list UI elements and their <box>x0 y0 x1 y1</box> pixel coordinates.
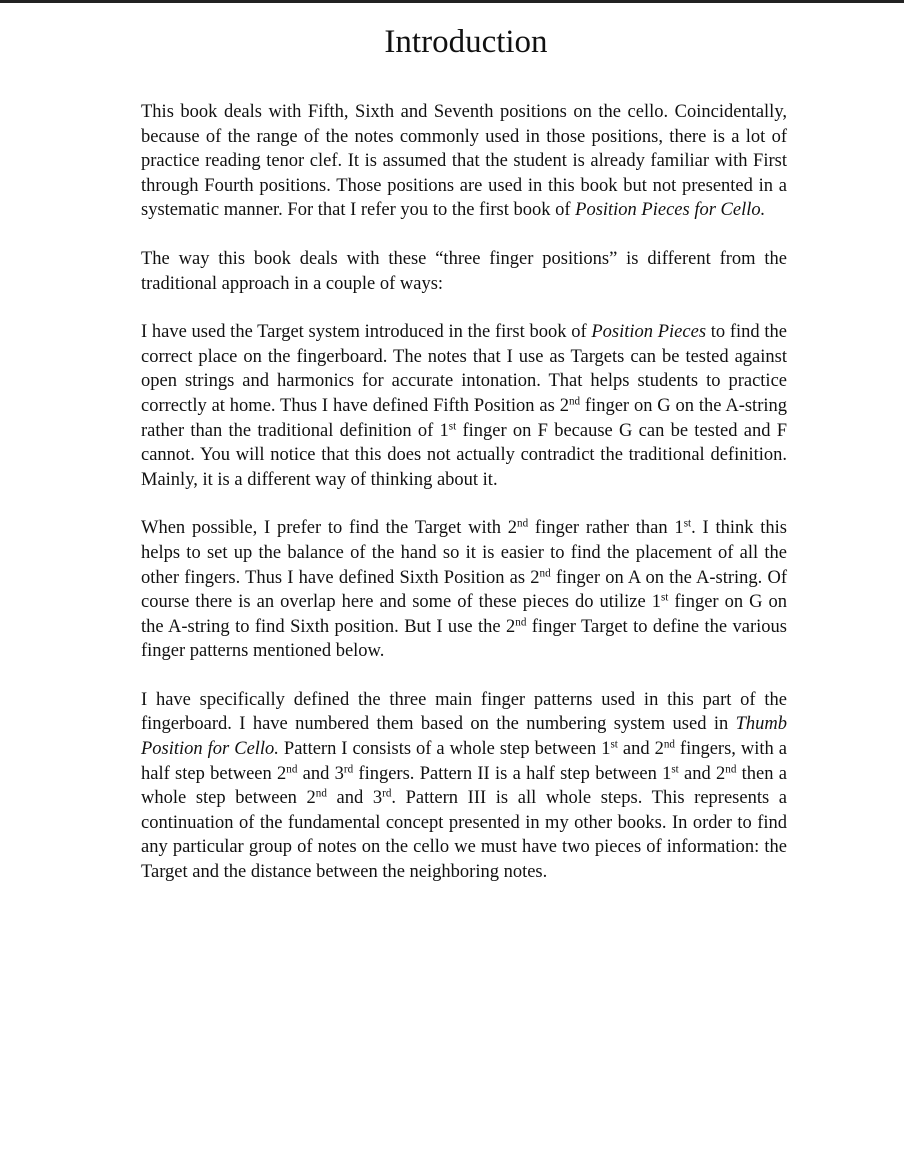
body-text <box>141 100 787 909</box>
text-run: fingers. Pattern II is a half step between 1 <box>353 763 672 784</box>
text-run: Pattern I consists of a whole step between 1 <box>278 739 611 760</box>
text-run: finger rather than 1 <box>528 518 684 539</box>
ordinal-suffix: nd <box>315 787 327 800</box>
text-run: This book deals with Fifth, Sixth and Seventh positions on the cello. Coincidentally, because of the range of the notes commonly used in those positions, there is a lot of practice reading tenor clef. It is assumed that the student is already familiar with First through Fourth positions. Those positions are used in this book but not presented in a systematic manner. For that I refer you to the first book of <box>141 102 787 221</box>
paragraph <box>141 320 787 492</box>
ordinal-suffix: nd <box>539 566 551 579</box>
text-run: fingers, with a half step between 2 <box>141 739 787 784</box>
text-run: finger Target to define the various finger patterns mentioned below. <box>141 616 787 662</box>
text-run: and 2 <box>678 763 726 784</box>
ordinal-suffix: st <box>610 738 618 751</box>
text-run: finger on A on the A-string. Of course there is an overlap here and some of these pieces do utilize 1 <box>141 567 787 613</box>
paragraph <box>141 100 787 223</box>
book-title: Thumb Position for Cello. <box>141 714 787 760</box>
text-run: . I think this helps to set up the balance of the hand so it is easier to find the placement of all the other fingers. Thus I have defined Sixth Position as 2 <box>141 518 787 588</box>
text-run: When possible, I prefer to find the Target with 2 <box>141 518 518 539</box>
text-run: then a whole step between 2 <box>141 763 787 809</box>
book-title: Position Pieces for Cello. <box>575 200 766 221</box>
ordinal-suffix: nd <box>725 763 737 775</box>
paragraph <box>141 516 787 664</box>
paragraph <box>141 688 787 885</box>
ordinal-suffix: nd <box>568 395 581 408</box>
top-rule <box>0 0 904 3</box>
text-run: . Pattern III is all whole steps. This represents a continuation of the fundamental concept presented in my other books. In order to find any particular group of notes on the cello we must have two pieces of information: the Target and the distance between the neighboring notes. <box>141 788 787 883</box>
text-run: I have specifically defined the three main finger patterns used in this part of the fingerboard. I have numbered them based on the numbering system used in <box>141 689 787 735</box>
text-run: The way this book deals with these “three finger positions” is different from the traditional approach in a couple of ways: <box>141 248 787 294</box>
ordinal-suffix: nd <box>515 616 527 629</box>
text-run: and 2 <box>617 739 664 760</box>
text-run: I have used the Target system introduced in the first book of <box>141 322 592 343</box>
ordinal-suffix: nd <box>286 763 298 775</box>
text-run: and 3 <box>297 763 344 784</box>
text-run: finger on F because G can be tested and F cannot. You will notice that this does not actually contradict the traditional definition. Mainly, it is a different way of thinking about it. <box>141 420 787 490</box>
ordinal-suffix: rd <box>382 787 392 800</box>
text-run: finger on G on the A-string rather than the traditional definition of 1 <box>141 395 787 441</box>
page-title: Introduction <box>384 24 548 60</box>
text-run: to find the correct place on the fingerboard. The notes that I use as Targets can be tested against open strings and harmonics for accurate intonation. That helps students to practice correctly at home. Thus I have defined Fifth Position as 2 <box>141 322 787 416</box>
paragraph <box>141 247 787 296</box>
ordinal-suffix: nd <box>663 738 675 751</box>
ordinal-suffix: st <box>683 517 692 530</box>
text-run: finger on G on the A-string to find Sixth position. But I use the 2 <box>141 592 787 637</box>
ordinal-suffix: st <box>448 419 457 432</box>
ordinal-suffix: st <box>671 763 679 775</box>
ordinal-suffix: rd <box>343 763 354 775</box>
ordinal-suffix: st <box>660 591 669 604</box>
text-run: and 3 <box>326 788 383 809</box>
ordinal-suffix: nd <box>517 517 529 530</box>
book-title: Position Pieces <box>591 322 707 343</box>
